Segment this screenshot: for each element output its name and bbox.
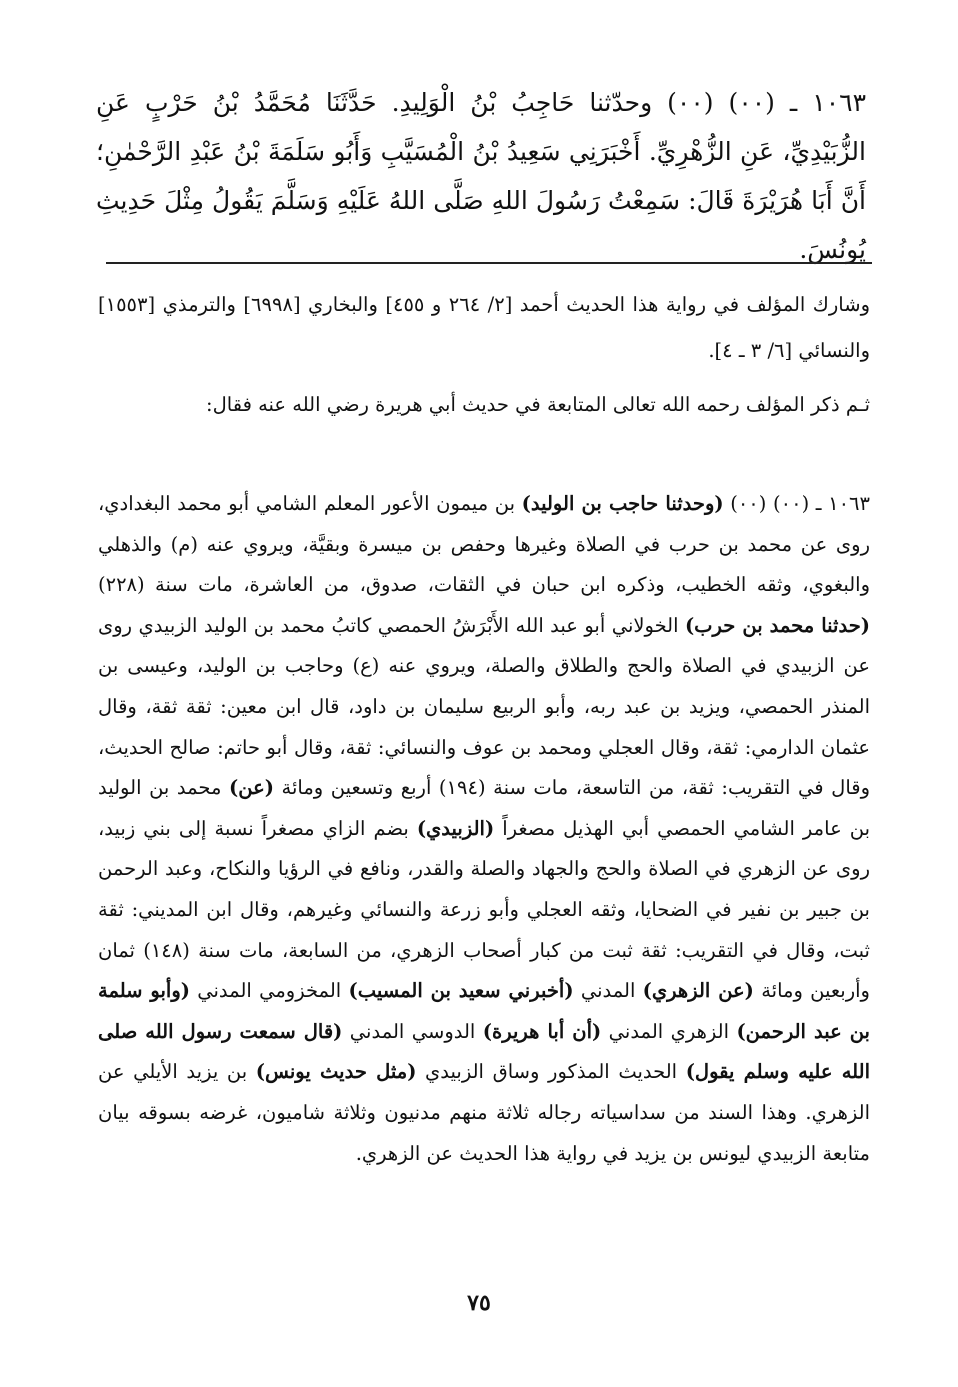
commentary-quote: (عن الزهري) xyxy=(642,979,754,1003)
commentary-quote: (أخبرني سعيد بن المسيب) xyxy=(348,979,574,1003)
commentary-segment: الزهري المدني xyxy=(601,1019,737,1043)
page-number: ٧٥ xyxy=(467,1290,491,1316)
commentary-quote: (مثل حديث يونس) xyxy=(255,1060,417,1084)
commentary-paragraph xyxy=(98,484,870,1174)
commentary-quote: (قال سمعت رسول الله صلى الله عليه وسلم يقول) xyxy=(98,1019,870,1084)
hadith-text: ١٠٦٣ ـ (٠٠) (٠٠) وحدّثنا حَاجِبُ بْنُ الْوَلِيدِ. حَدَّثَنَا مُحَمَّدُ بْنُ حَرْبٍ عَنِ الزُّبَيْدِيِّ، عَنِ الزُّهْرِيِّ. أَخْبَرَنِي سَعِيدُ بْنُ الْمُسَيَّبِ وَأَبُو سَلَمَةَ بْنُ عَبْدِ الرَّحْمٰنِ؛ أَنَّ أَبَا هُرَيْرَةَ قَالَ: سَمِعْتُ رَسُولَ اللهِ صَلَّى اللهُ عَلَيْهِ وَسَلَّمَ يَقُولُ مِثْلَ حَدِيثِ يُونُسَ. xyxy=(96,88,866,264)
commentary-quote: (الزبيدي) xyxy=(416,816,495,840)
commentary-segment: المدني xyxy=(573,979,643,1003)
references-paragraph: وشارك المؤلف في رواية هذا الحديث أحمد [٢/ ٢٦٤ و ٤٥٥] والبخاري [٦٩٩٨] والترمذي [١٥٥٣] والنسائي [٦/ ٣ ـ ٤]. xyxy=(98,293,870,362)
commentary-segment: بن يزيد الأيلي عن الزهري. وهذا السند من سداسياته رجاله ثلاثة منهم مدنيون وثلاثة شاميون، غرضه بسوقه بيان متابعة الزبيدي ليونس بن يزيد في رواية هذا الحديث عن الزهري. xyxy=(98,1060,870,1165)
commentary-quote: (أن أبا هريرة) xyxy=(482,1019,602,1043)
commentary-segment: بضم الزاي مصغراً نسبة إلى بني زبيد، روى عن الزهري في الصلاة والحج والجهاد والصلة والقدر، ونافع في الرؤيا والنكاح، وعبد الرحمن بن جبير بن نفير في الضحايا، وثقه العجلي وأبو زرعة والنسائي وغيرهم، وقال ابن المديني: ثقة ثبت، وقال في التقريب: ثقة ثبت من كبار أصحاب الزهري، من السابعة، مات سنة (١٤٨) ثمان وأربعين ومائة xyxy=(98,816,870,1003)
commentary-quote: (وأبو سلمة بن عبد الرحمن) xyxy=(98,979,870,1043)
commentary-segment: المخزومي المدني xyxy=(189,979,349,1003)
commentary-quote: (حدثنا محمد بن حرب) xyxy=(684,613,870,637)
commentary-quote: (عن) xyxy=(229,776,274,800)
commentary-segment: الحديث المذكور وساق الزبيدي xyxy=(416,1060,686,1084)
footnote-divider xyxy=(106,262,872,264)
intro-paragraph: ثـم ذكر المؤلف رحمه الله تعالى المتابعة في حديث أبي هريرة رضي الله عنه فقال: xyxy=(206,393,870,416)
commentary-segment: محمد بن الوليد بن عامر الشامي الحمصي أبي الهذيل مصغراً xyxy=(98,776,870,840)
commentary-segment: بن ميمون الأعور المعلم الشامي أبو محمد البغدادي، روى عن محمد بن حرب في الصلاة وغيرها وحفص بن ميسرة وبقيَّة، ويروي عنه (م) والذهلي والبغوي، وثقه الخطيب، وذكره ابن حبان في الثقات، صدوق، من العاشرة، مات سنة (٢٢٨) xyxy=(98,492,870,597)
commentary-quote: (وحدثنا حاجب بن الوليد) xyxy=(521,492,724,515)
commentary-segment: ١٠٦٣ ـ (٠٠) (٠٠) xyxy=(723,492,870,515)
commentary-segment: الخولاني أبو عبد الله الأَبْرَشُ الحمصي كاتبُ محمد بن الوليد الزبيدي روى عن الزبيدي في الصلاة والحج والطلاق والصلة، ويروي عنه (ع) وحاجب بن الوليد، وعيسى بن المنذر الحمصي، ويزيد بن عبد ربه، وأبو الربيع سليمان بن داود، قال ابن معين: ثقة ثقة، وقال عثمان الدارمي: ثقة، وقال العجلي ومحمد بن عوف والنسائي: ثقة، وقال أبو حاتم: صالح الحديث، وقال في التقريب: ثقة، من التاسعة، مات سنة (١٩٤) أربع وتسعين ومائة xyxy=(98,613,870,800)
commentary-segment: الدوسي المدني xyxy=(342,1019,483,1043)
